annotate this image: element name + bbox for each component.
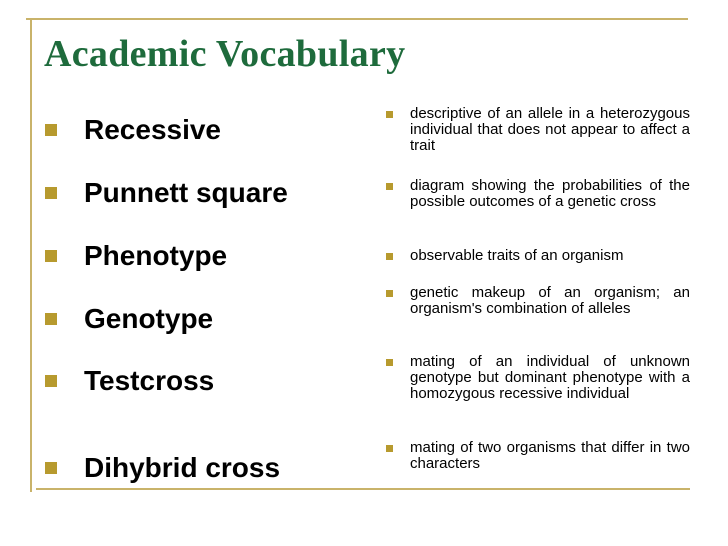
square-bullet-icon bbox=[386, 445, 393, 452]
term-label: Punnett square bbox=[84, 177, 288, 208]
definition-item bbox=[386, 106, 690, 154]
term-item bbox=[45, 236, 227, 276]
term-item bbox=[45, 173, 288, 213]
definition-text: mating of an individual of unknown genotype but dominant phenotype with a homozygous recessive individual bbox=[410, 353, 690, 402]
page-title: Academic Vocabulary bbox=[44, 33, 406, 75]
term-item bbox=[45, 361, 214, 401]
term-item bbox=[45, 448, 280, 488]
square-bullet-icon bbox=[45, 462, 57, 474]
term-label: Testcross bbox=[84, 365, 215, 396]
definition-item bbox=[386, 354, 690, 402]
square-bullet-icon bbox=[45, 375, 57, 387]
square-bullet-icon bbox=[386, 183, 393, 190]
square-bullet-icon bbox=[386, 253, 393, 260]
square-bullet-icon bbox=[45, 313, 57, 325]
definition-text: genetic makeup of an organism; an organism's combination of alleles bbox=[410, 284, 690, 317]
square-bullet-icon bbox=[386, 290, 393, 297]
definition-text: diagram showing the probabilities of the possible outcomes of a genetic cross bbox=[410, 177, 690, 210]
frame-top-line bbox=[26, 18, 688, 20]
term-label: Phenotype bbox=[84, 240, 228, 271]
term-label: Genotype bbox=[84, 303, 214, 334]
square-bullet-icon bbox=[45, 124, 57, 136]
definition-item bbox=[386, 285, 690, 317]
definition-item bbox=[386, 248, 690, 264]
square-bullet-icon bbox=[386, 111, 393, 118]
frame-left-line bbox=[30, 18, 32, 492]
definition-text: descriptive of an allele in a heterozygous individual that does not appear to affect a trait bbox=[410, 105, 690, 154]
term-item bbox=[45, 110, 221, 150]
definition-item bbox=[386, 178, 690, 210]
term-label: Dihybrid cross bbox=[84, 452, 281, 483]
square-bullet-icon bbox=[45, 250, 57, 262]
term-label: Recessive bbox=[84, 114, 222, 145]
frame-bottom-line bbox=[36, 488, 690, 490]
square-bullet-icon bbox=[386, 359, 393, 366]
definition-text: observable traits of an organism bbox=[410, 247, 624, 264]
definition-item bbox=[386, 440, 690, 472]
term-item bbox=[45, 299, 213, 339]
definition-text: mating of two organisms that differ in two characters bbox=[410, 439, 690, 472]
square-bullet-icon bbox=[45, 187, 57, 199]
